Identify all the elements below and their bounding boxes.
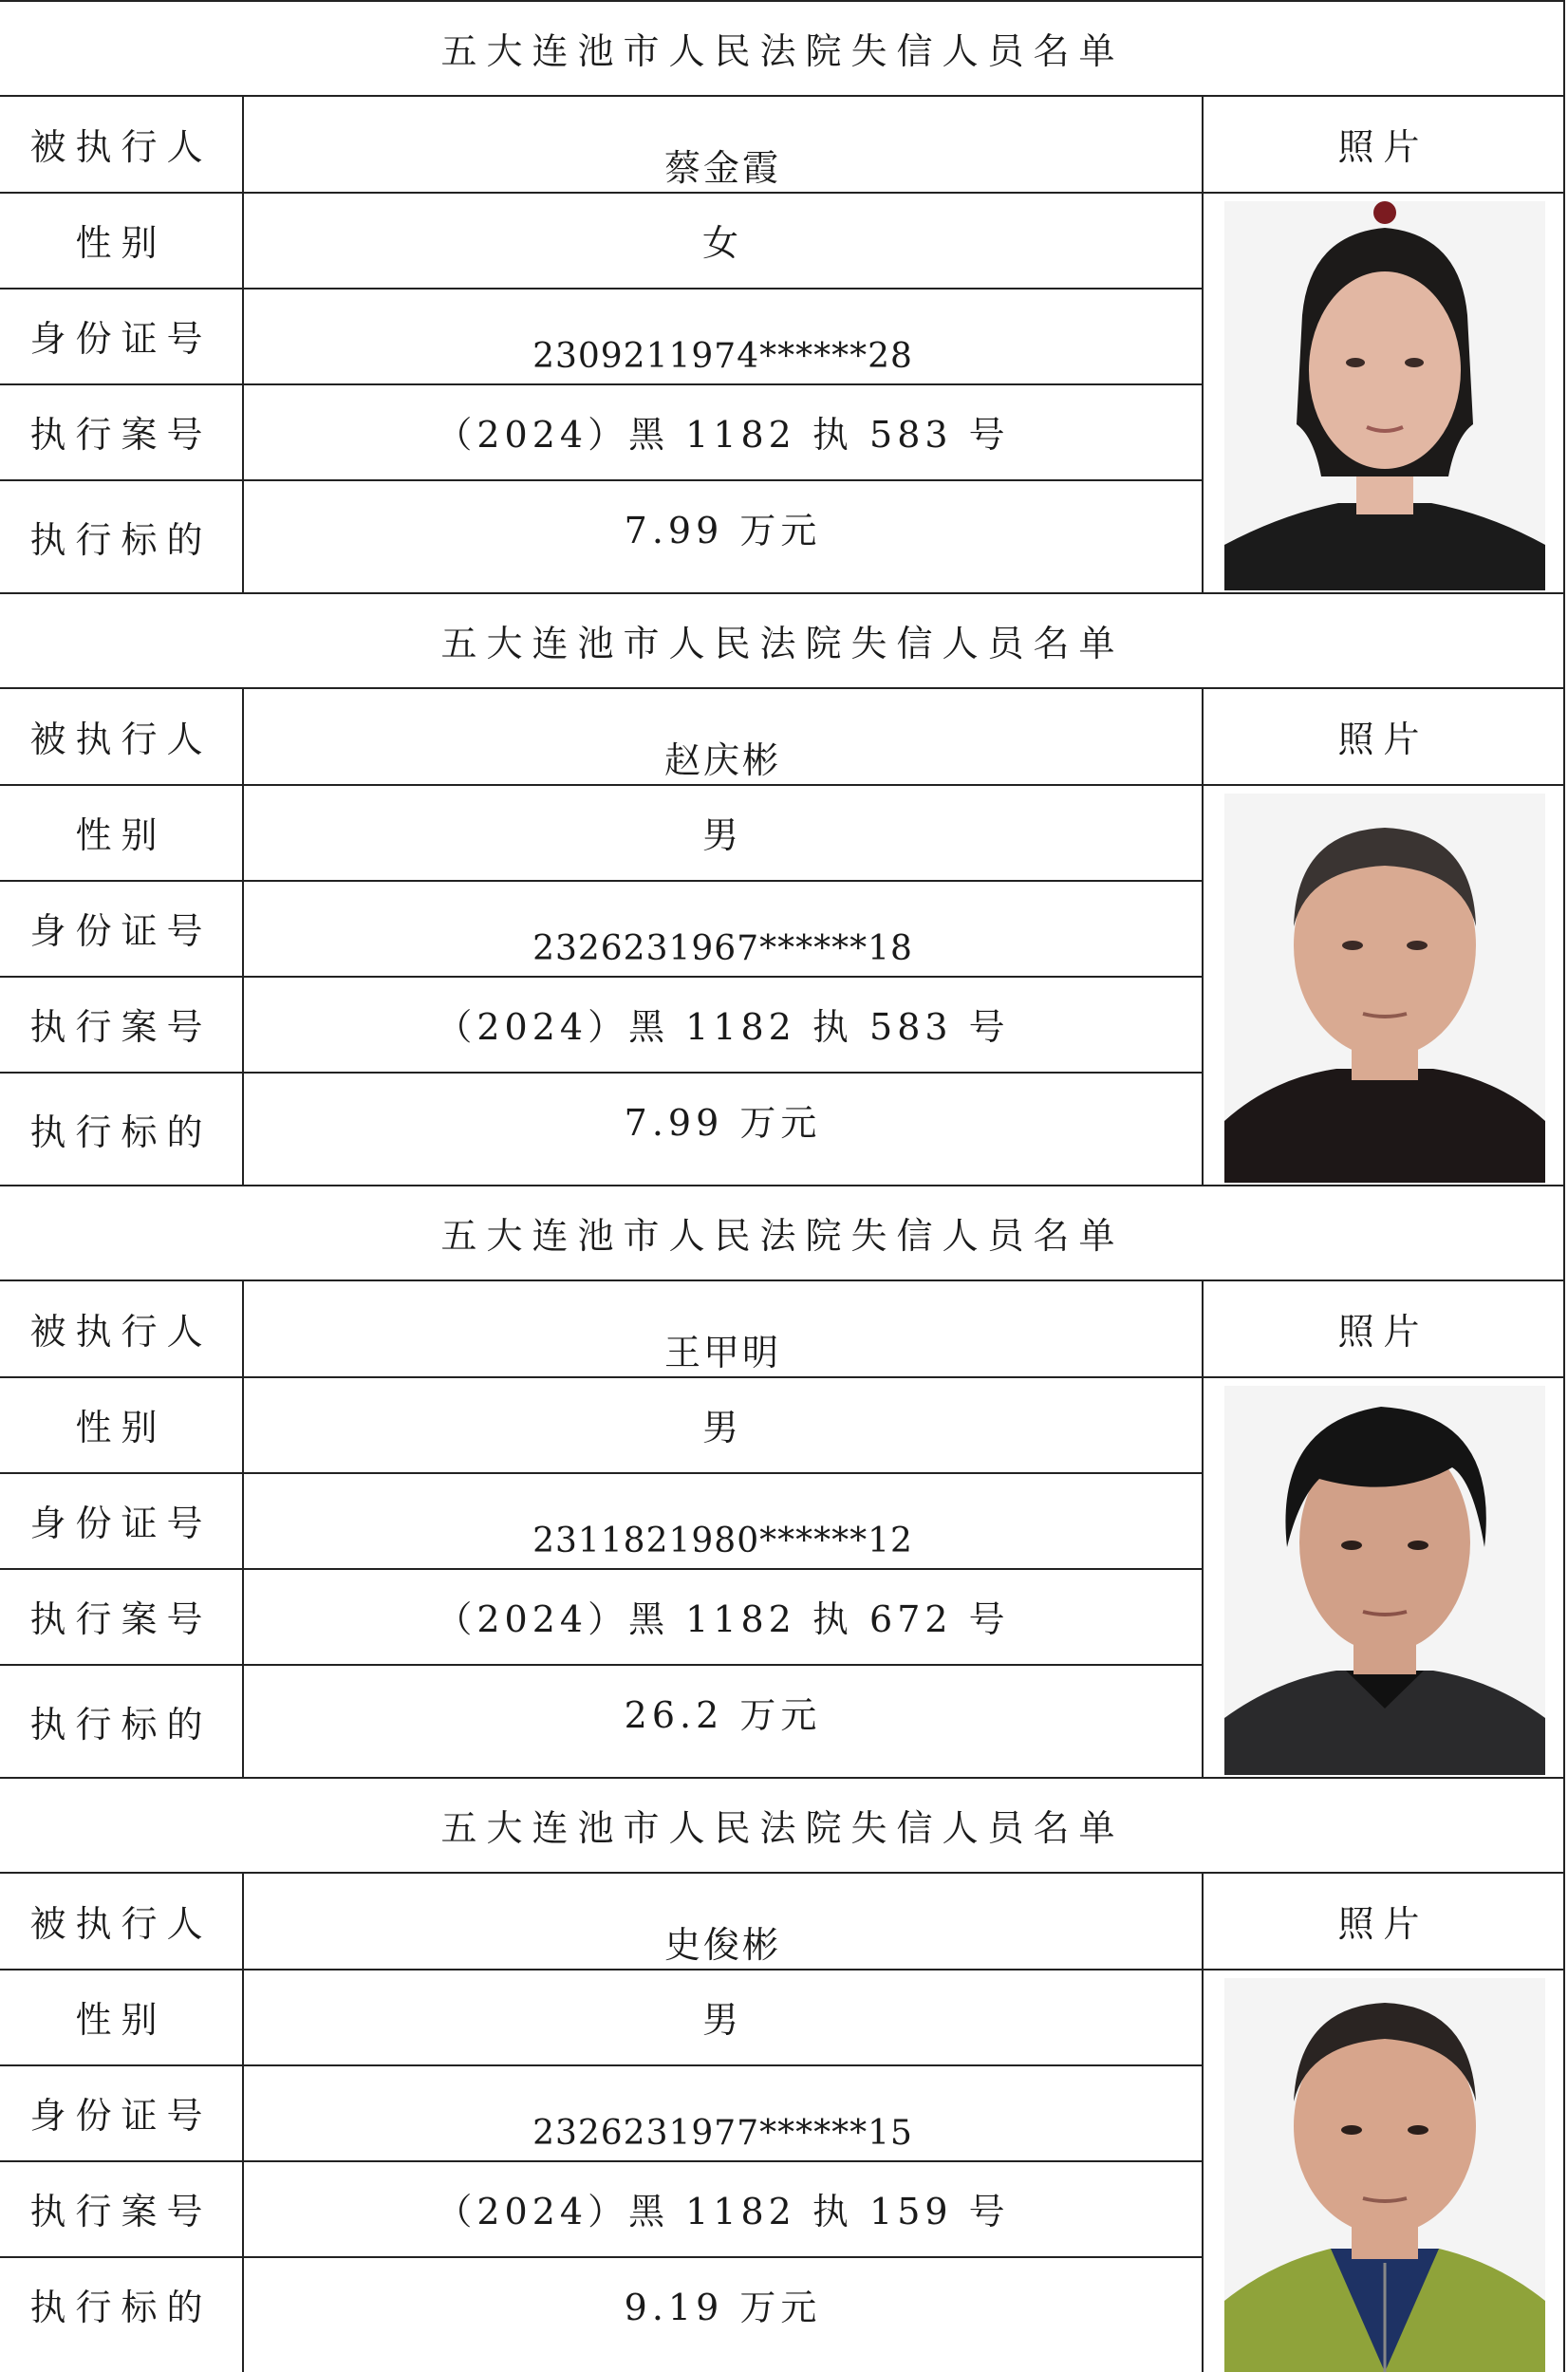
list-title: 五大连池市人民法院失信人员名单 xyxy=(440,622,1125,664)
female-portrait-photo xyxy=(1224,201,1545,590)
list-title: 五大连池市人民法院失信人员名单 xyxy=(440,29,1125,72)
subject-label: 执行标的 xyxy=(29,519,213,561)
case-number-value: （2024）黑 1182 执 159 号 xyxy=(436,2191,1010,2232)
subject-value: 7.99 万元 xyxy=(624,510,822,551)
executed-person-name: 王甲明 xyxy=(663,1331,781,1373)
id-number-value: 2309211974******28 xyxy=(532,336,913,376)
case-number-value: （2024）黑 1182 执 583 号 xyxy=(436,414,1010,456)
case-number-value: （2024）黑 1182 执 672 号 xyxy=(436,1598,1010,1640)
id-number-value: 2326231977******15 xyxy=(532,2113,913,2153)
executed-person-label: 被执行人 xyxy=(29,1310,213,1353)
photo-label: 照片 xyxy=(1337,1902,1429,1945)
gender-label: 性别 xyxy=(75,814,167,856)
executed-person-label: 被执行人 xyxy=(29,718,213,760)
subject-label: 执行标的 xyxy=(29,1111,213,1153)
subject-value: 26.2 万元 xyxy=(624,1694,822,1736)
case-number-label: 执行案号 xyxy=(29,1006,213,1048)
executed-person-label: 被执行人 xyxy=(29,1902,213,1945)
list-title: 五大连池市人民法院失信人员名单 xyxy=(440,1806,1125,1849)
id-number-label: 身份证号 xyxy=(29,910,213,952)
id-number-value: 2326231967******18 xyxy=(532,928,913,968)
male-portrait-photo xyxy=(1224,794,1545,1183)
defaulter-record-4 xyxy=(0,1777,1565,2372)
gender-value: 男 xyxy=(701,1999,743,2041)
executed-person-name: 蔡金霞 xyxy=(663,146,781,189)
photo-label: 照片 xyxy=(1337,718,1429,760)
case-number-label: 执行案号 xyxy=(29,414,213,456)
defaulter-record-1 xyxy=(0,0,1565,594)
male-portrait-photo xyxy=(1224,1978,1545,2372)
photo-label: 照片 xyxy=(1337,125,1429,168)
case-number-value: （2024）黑 1182 执 583 号 xyxy=(436,1006,1010,1048)
gender-value: 女 xyxy=(701,222,743,264)
executed-person-name: 史俊彬 xyxy=(663,1923,781,1966)
id-number-label: 身份证号 xyxy=(29,2095,213,2137)
gender-label: 性别 xyxy=(75,1407,167,1448)
list-title: 五大连池市人民法院失信人员名单 xyxy=(440,1214,1125,1257)
executed-person-name: 赵庆彬 xyxy=(663,738,781,781)
case-number-label: 执行案号 xyxy=(29,1598,213,1640)
subject-value: 7.99 万元 xyxy=(624,1102,822,1144)
id-number-value: 2311821980******12 xyxy=(532,1521,913,1560)
case-number-label: 执行案号 xyxy=(29,2191,213,2232)
gender-label: 性别 xyxy=(75,1999,167,2041)
male-portrait-photo xyxy=(1224,1386,1545,1775)
executed-person-label: 被执行人 xyxy=(29,125,213,168)
defaulter-record-2 xyxy=(0,592,1565,1186)
gender-value: 男 xyxy=(701,1407,743,1448)
gender-value: 男 xyxy=(701,814,743,856)
subject-value: 9.19 万元 xyxy=(624,2287,822,2328)
photo-label: 照片 xyxy=(1337,1310,1429,1353)
gender-label: 性别 xyxy=(75,222,167,264)
subject-label: 执行标的 xyxy=(29,1704,213,1746)
id-number-label: 身份证号 xyxy=(29,1503,213,1544)
subject-label: 执行标的 xyxy=(29,2287,213,2328)
id-number-label: 身份证号 xyxy=(29,318,213,360)
defaulter-record-3 xyxy=(0,1185,1565,1779)
